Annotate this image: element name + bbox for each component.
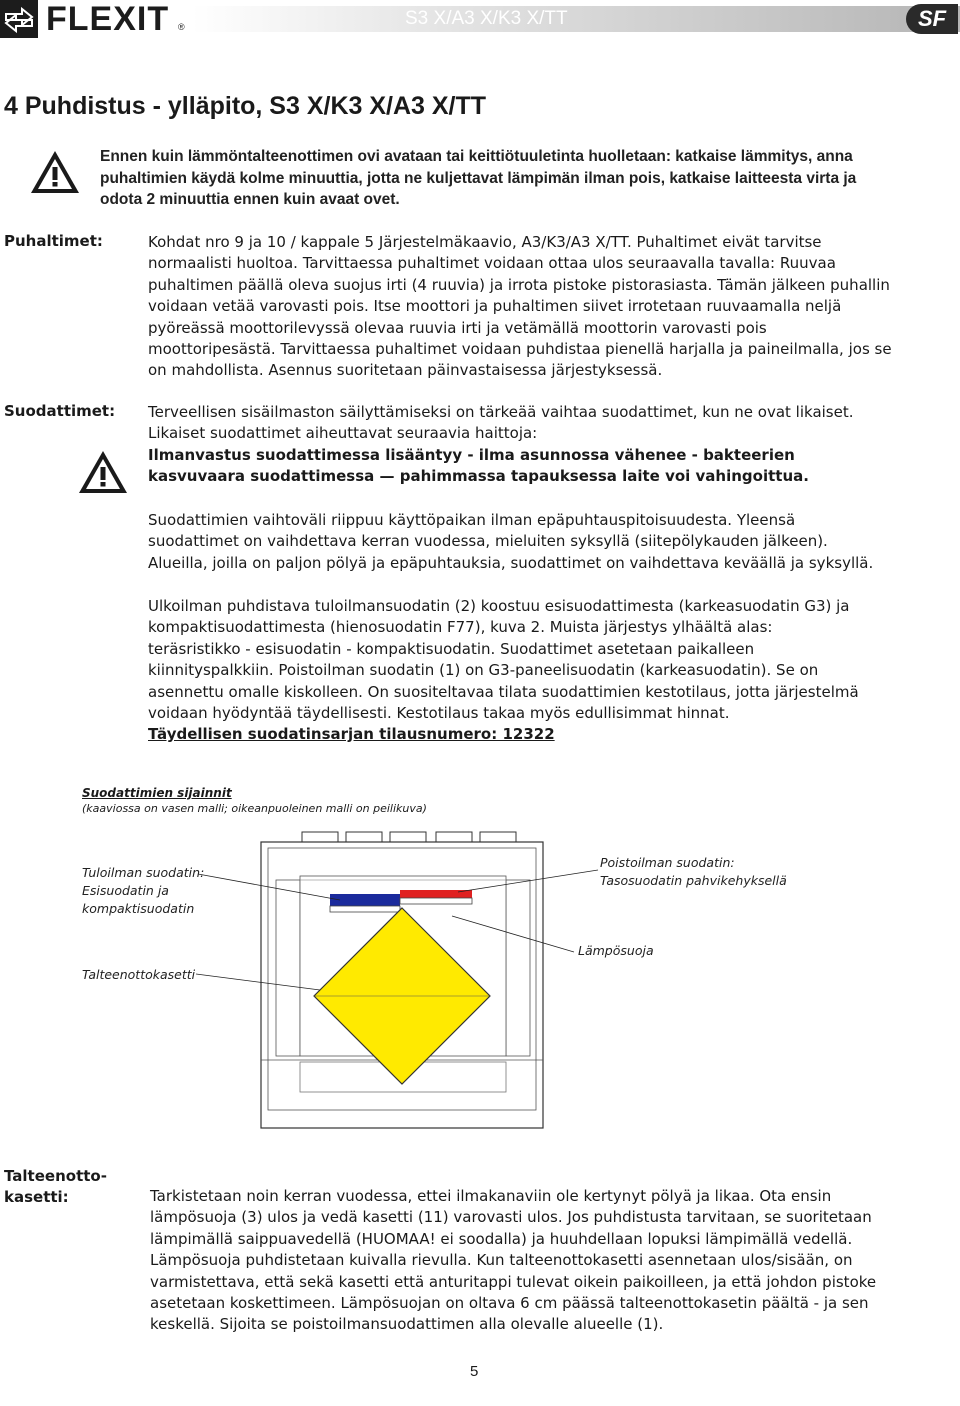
registered-mark: ® [178,22,185,32]
blowers-label: Puhaltimet: [4,232,103,250]
filters-label: Suodattimet: [4,402,116,420]
cassette-label: Talteenotto-kasetti: [4,1167,107,1206]
blowers-text: Kohdat nro 9 ja 10 / kappale 5 Järjestelmäkaavio, A3/K3/A3 X/TT. Puhaltimet eivät tarvitse normaalisti huoltoa. Tarvittaessa puhaltimet voidaan ottaa ulos seuraavalla tavalla: Ruuvaa puhaltimen päällä oleva suojus irti (4 ruuvia) ja irrota pistoke pistorasiasta. Tämän jälkeen puhallin voidaan vetää varovasti pois. Itse moottori ja puhaltimen siivet irrotetaan ruuvaamalla neljä pyöreässä moottorilevyssä olevaa ruuvia irti ja vetämällä moottorin varovasti pois moottoripesästä. Tarvittaessa puhaltimet voidaan puhdistaa pienellä harjalla ja paineilmalla, jos se on mahdollista. Asennus suoritetaan päinvastaisessa järjestyksessä. [148,233,892,380]
recovery-cassette-label: Talteenottokasetti [82,967,196,982]
header-gradient-bar [192,6,960,32]
cassette-text: Tarkistetaan noin kerran vuodessa, ettei ilmakanaviin ole kertynyt pölyä ja likaa. Ota ensin lämpösuoja (3) ulos ja vedä kasetti (11) varovasti ulos. Jos puhdistusta tarvitaan, se suoritetaan lämpimällä saippuavedellä (HUOMAA! ei soodalla) ja huuhdellaan lopuksi lämpimällä vedellä. Lämpösuoja puhdistetaan kuivalla rievulla. Kun talteenottokasetti asennetaan ulos/sisään, on varmistettava, että sekä kasetti että anturitappi tulevat oikein paikoilleen, ja että johdon pistoke asetetaan koskettimeen. Lämpösuojan on oltava 6 cm päässä talteenottokasetin päältä - ja sen keskellä. Sijoita se poistoilmansuodattimen alla olevalle alueelle (1). [150,1187,877,1334]
filters-interval-text: Suodattimien vaihtoväli riippuu käyttöpaikan ilman epäpuhtauspitoisuudesta. Yleensä suodattimet on vaihdettava kerran vuodessa, mieluiten syksyllä (siitepölykauden jälkeen). Alueilla, joilla on paljon pölyä ja epäpuhtauksia, suodattimet on vaihdettava keväällä ja syksyllä. [148,511,874,572]
section-title: 4 Puhdistus - ylläpito, S3 X/K3 X/A3 X/TT [4,92,487,120]
arrows-icon [0,0,38,38]
supply-filter-mark [330,894,400,906]
warning-icon [76,448,130,496]
exhaust-filter-label: Poistoilman suodatin: Tasosuodatin pahvikehyksellä [600,855,787,888]
filters-warning-text: Ilmanvastus suodattimessa lisääntyy - ilma asunnossa vähenee - bakteerien kasvuvaara suodattimessa — pahimmassa tapauksessa laite voi vahingoittua. [148,446,809,486]
page-number: 5 [470,1363,479,1380]
diagram-subtitle: (kaaviossa on vasen malli; oikeanpuoleinen malli on peilikuva) [82,802,427,815]
warning-icon [28,148,82,196]
brand-logo: FLEXIT [46,0,170,38]
filters-detail-text: Ulkoilman puhdistava tuloilmansuodatin (2) koostuu esisuodattimesta (karkeasuodatin G3) ja kompaktisuodattimesta (hienosuodatin F77), kuva 2. Muista järjestys ylhäältä alas: teräsristikko - esisuodatin - kompaktisuodatin. Suodattimet asetetaan paikalleen kiinnityspalkkiin. Poistoilman suodatin (1) on G3-paneelisuodatin (karkeasuodatin). Se on asennettu omalle kiskolleen. On suositeltavaa tilata suodattimien kestotilaus, jotta järjestelmä voidaan hyödyntää täydellisesti. Kestotilaus takaa myös edullisimmat hinnat. [148,597,859,723]
flexit-logo-mark [0,0,38,38]
language-badge: SF [906,4,958,34]
heat-shield-label: Lämpösuoja [578,943,654,958]
filter-order-number: Täydellisen suodatinsarjan tilausnumero: 12322 [148,725,555,743]
supply-filter-label: Tuloilman suodatin: Esisuodatin ja kompaktisuodatin [82,865,205,916]
filters-intro: Terveellisen sisäilmaston säilyttämiseksi on tärkeää vaihtaa suodattimet, kun ne ovat likaiset. Likaiset suodattimet aiheuttavat seuraavia haittoja: [148,403,854,443]
model-title: S3 X/A3 X/K3 X/TT [405,8,568,29]
safety-warning-text: Ennen kuin lämmöntalteenottimen ovi avataan tai keittiötuuletinta huolletaan: katkaise lämmitys, anna puhaltimien käydä kolme minuuttia, jotta ne kuljettavat lämpimän ilman pois, katkaise laitteesta virta ja odota 2 minuuttia ennen kuin avaat ovet. [100,148,857,208]
diagram-title: Suodattimien sijainnit [82,786,232,800]
page-header [0,0,960,38]
